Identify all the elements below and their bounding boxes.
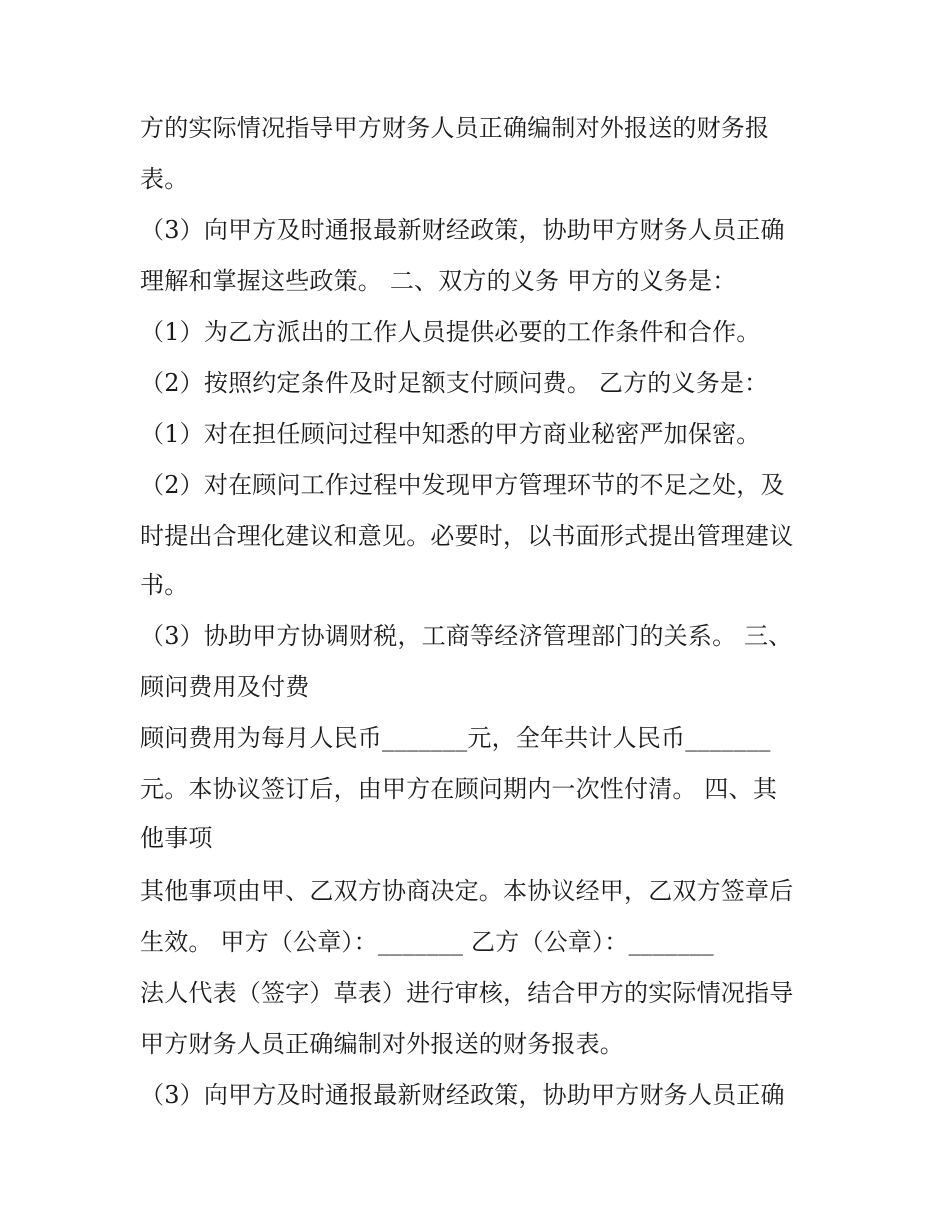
text-line: （3）协助甲方协调财税，工商等经济管理部门的关系。 三、 — [140, 622, 793, 650]
text-line: （3）向甲方及时通报最新财经政策，协助甲方财务人员正确 — [140, 1081, 785, 1109]
text-line: 生效。 甲方（公章）：_______ 乙方（公章）：_______ — [140, 928, 714, 956]
text-line: （1）为乙方派出的工作人员提供必要的工作条件和合作。 — [140, 318, 761, 346]
text-line: 其他事项由甲、乙双方协商决定。本协议经甲，乙双方签章后 — [140, 877, 794, 905]
text-line: 顾问费用为每月人民币_______元，全年共计人民币_______ — [140, 724, 771, 752]
text-line: 时提出合理化建议和意见。必要时，以书面形式提出管理建议 — [140, 522, 794, 550]
text-line: 甲方财务人员正确编制对外报送的财务报表。 — [140, 1030, 624, 1058]
text-line: （2）按照约定条件及时足额支付顾问费。 乙方的义务是： — [140, 369, 769, 397]
text-line: 书。 — [140, 571, 189, 599]
text-line: （1）对在担任顾问过程中知悉的甲方商业秘密严加保密。 — [140, 420, 761, 448]
text-line: 法人代表（签字）草表）进行审核，结合甲方的实际情况指导 — [140, 979, 794, 1007]
text-line: 表。 — [140, 165, 189, 193]
text-line: （2）对在顾问工作过程中发现甲方管理环节的不足之处，及 — [140, 471, 785, 499]
text-line: 顾问费用及付费 — [140, 673, 310, 701]
text-line: 理解和掌握这些政策。 二、双方的义务 甲方的义务是： — [140, 267, 737, 295]
text-line: 他事项 — [140, 824, 213, 852]
text-line: （3）向甲方及时通报最新财经政策，协助甲方财务人员正确 — [140, 216, 785, 244]
text-line: 元。本协议签订后，由甲方在顾问期内一次性付清。 四、其 — [140, 775, 778, 803]
text-line: 方的实际情况指导甲方财务人员正确编制对外报送的财务报 — [140, 114, 770, 142]
